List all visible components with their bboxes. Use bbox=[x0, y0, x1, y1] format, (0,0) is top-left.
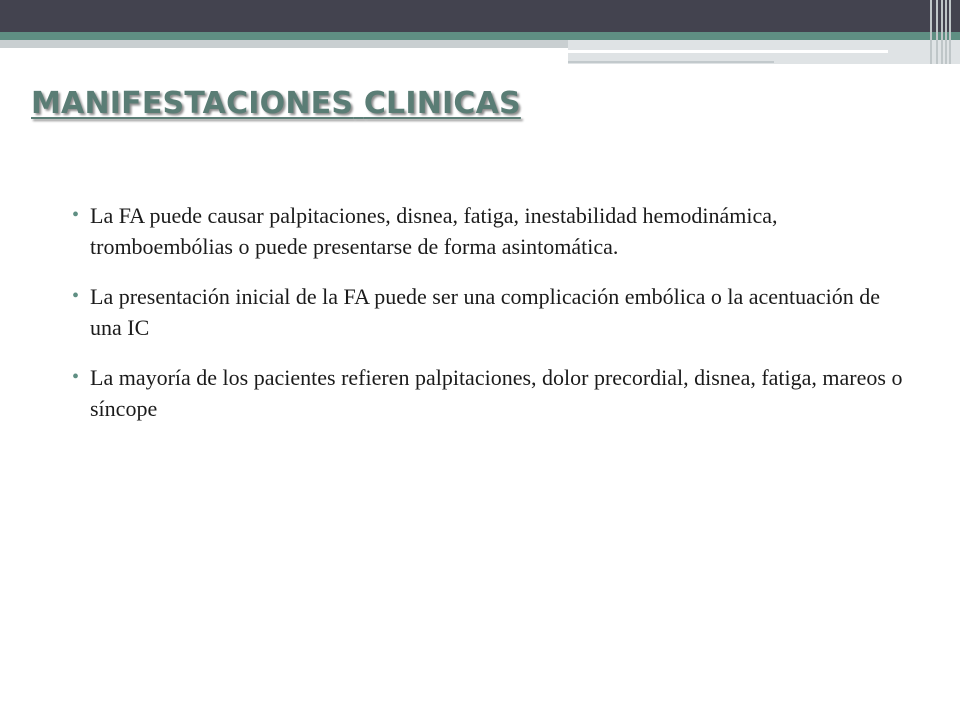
bullet-list bbox=[72, 200, 912, 443]
bullet-dot-icon: • bbox=[72, 285, 80, 307]
bullet-dot-icon: • bbox=[72, 366, 80, 388]
header-teal-band bbox=[0, 32, 960, 40]
header-white-line bbox=[568, 50, 888, 53]
header-gray-band-left bbox=[0, 40, 568, 48]
corner-stripe bbox=[930, 0, 932, 64]
header-dark-band bbox=[0, 0, 960, 32]
bullet-text: La mayoría de los pacientes refieren palpitaciones, dolor precordial, disnea, fatiga, mareos o síncope bbox=[90, 365, 903, 421]
header-thin-line bbox=[568, 61, 774, 63]
bullet-dot-icon: • bbox=[72, 204, 80, 226]
corner-stripe bbox=[949, 0, 951, 64]
bullet-text: La presentación inicial de la FA puede ser una complicación embólica o la acentuación de una IC bbox=[90, 284, 881, 340]
title-word: MANIFESTACIONES bbox=[31, 86, 354, 121]
bullet-item bbox=[72, 362, 912, 424]
corner-stripe bbox=[936, 0, 938, 64]
slide-title bbox=[31, 86, 521, 121]
corner-stripe bbox=[941, 0, 943, 64]
title-word: CLINICAS bbox=[363, 86, 521, 121]
bullet-item bbox=[72, 200, 912, 262]
corner-stripes-decoration bbox=[930, 0, 956, 64]
bullet-item bbox=[72, 281, 912, 343]
bullet-text: La FA puede causar palpitaciones, disnea, fatiga, inestabilidad hemodinámica, tromboembólias o puede presentarse de forma asintomática. bbox=[90, 203, 778, 259]
corner-stripe bbox=[945, 0, 947, 64]
